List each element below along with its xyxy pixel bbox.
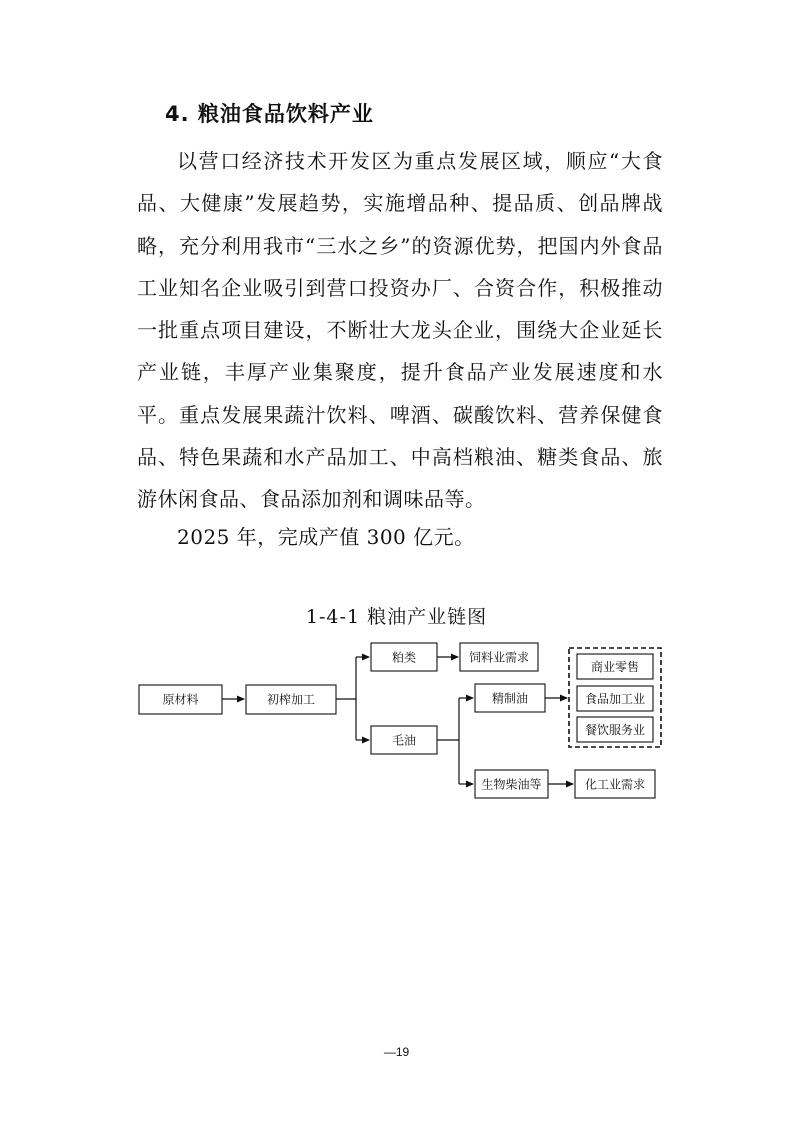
- output-target-paragraph: 2025 年，完成产值 300 亿元。: [177, 525, 475, 549]
- figure-title: 1-4-1 粮油产业链图: [305, 606, 488, 628]
- page-number: —19: [383, 1045, 410, 1059]
- section-heading: 4. 粮油食品饮料产业: [165, 102, 374, 126]
- body-paragraph: 以营口经济技术开发区为重点发展区域，顺应“大食品、大健康”发展趋势，实施增品种、提品质、创品牌战略，充分利用我市“三水之乡”的资源优势，把国内外食品工业知名企业吸引到营口投资办厂、合资合作，积极推动一批重点项目建设，不断壮大龙头企业，围绕大企业延长产业链，丰厚产业集聚度，提升食品产业发展速度和水平。重点发展果蔬汁饮料、啤酒、碳酸饮料、营养保健食品、特色果蔬和水产品加工、中高档粮油、糖类食品、旅游休闲食品、食品添加剂和调味品等。: [137, 149, 663, 512]
- node-refined-oil-label: 精制油: [491, 691, 529, 706]
- node-catering-label: 餐饮服务业: [584, 723, 646, 737]
- node-primary-pressing-label: 初榨加工: [266, 692, 316, 707]
- node-biodiesel-label: 生物柴油等: [481, 777, 542, 792]
- node-crude-oil-label: 毛油: [391, 733, 417, 748]
- node-feed-demand-label: 饲料业需求: [468, 650, 530, 665]
- node-food-processing-label: 食品加工业: [584, 692, 646, 706]
- node-meal-label: 粕类: [391, 650, 417, 665]
- node-retail-label: 商业零售: [590, 660, 640, 674]
- node-raw-materials-label: 原材料: [162, 692, 199, 707]
- node-chemical-demand-label: 化工业需求: [584, 777, 646, 792]
